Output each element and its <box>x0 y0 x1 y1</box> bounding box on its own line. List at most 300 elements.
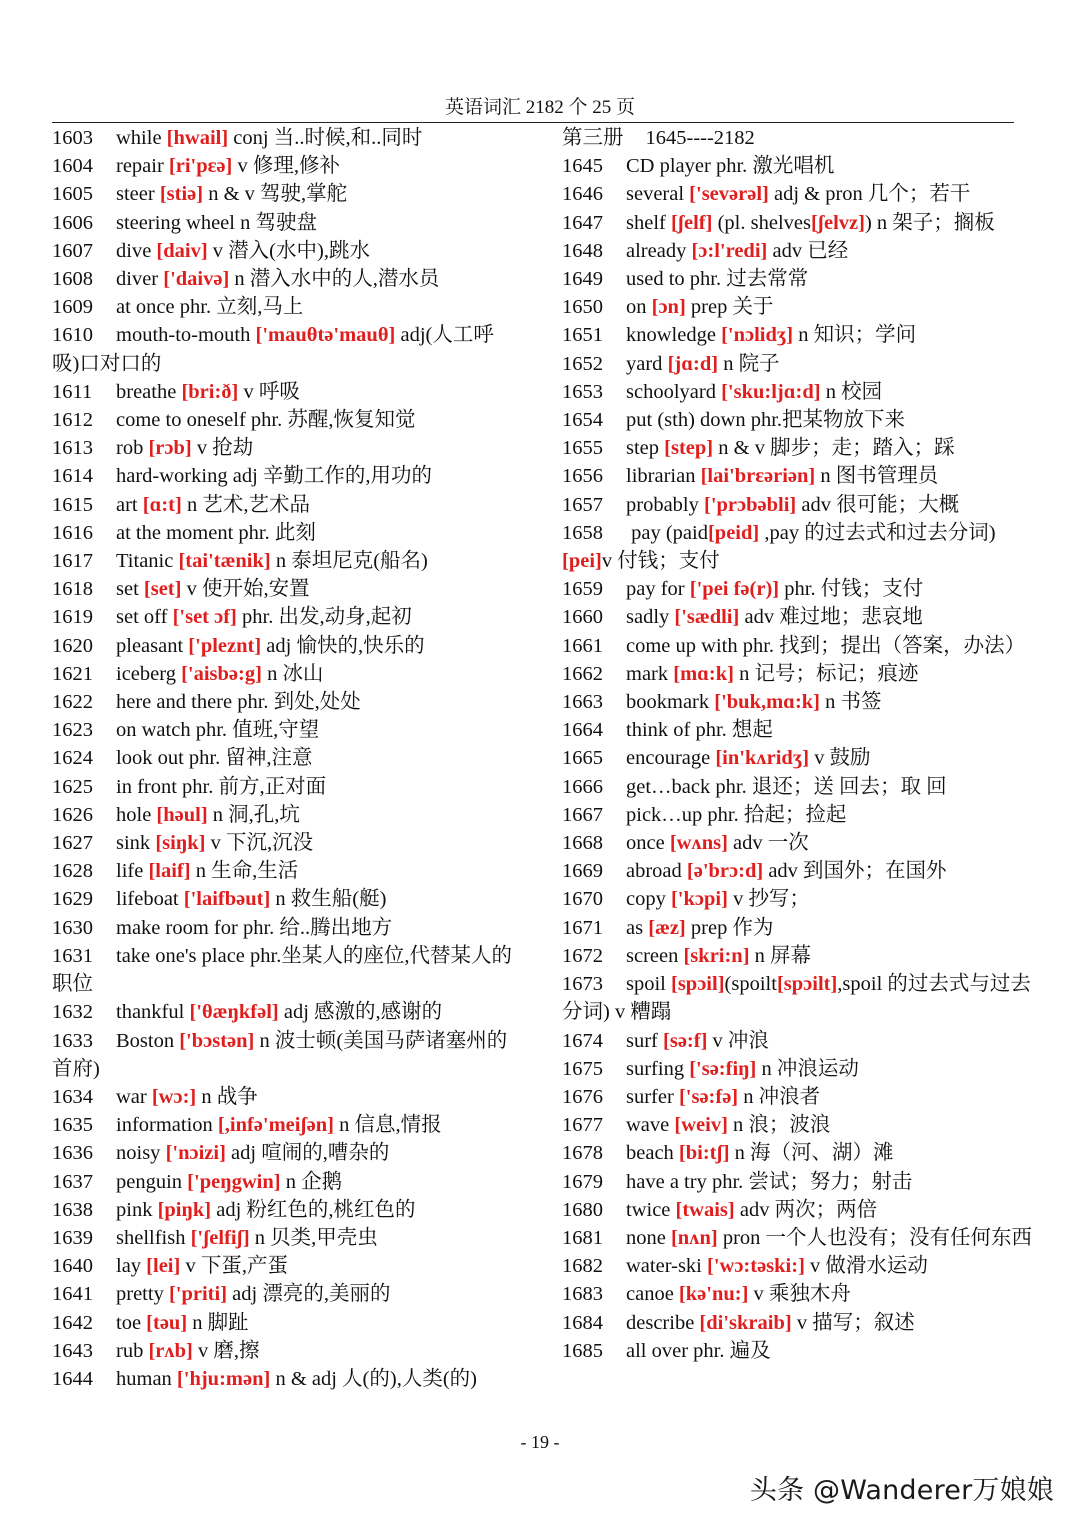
entry-definition: ,spoil 的过去式与过去分词) v 糟蹋 <box>562 973 1031 1024</box>
entry-definition: v 鼓励 <box>809 747 871 770</box>
entry-word: get…back <box>626 775 716 798</box>
entry-definition: v 使开始,安置 <box>181 578 310 601</box>
entry-phonetic: [wɔ:] <box>151 1085 197 1108</box>
entry-definition: phr. 此刻 <box>238 521 316 544</box>
entry-definition: (pl. shelves <box>712 211 811 234</box>
vocab-entry <box>562 434 1042 462</box>
entry-word: penguin <box>116 1170 188 1193</box>
entry-number: 1643 <box>52 1339 93 1362</box>
entry-definition: n 泰坦尼克(船名) <box>270 550 428 573</box>
entry-number: 1630 <box>52 916 93 939</box>
page-header: 英语词汇 2182 个 25 页 <box>444 97 635 118</box>
entry-number: 1620 <box>52 634 93 657</box>
entry-phonetic: ['wɔ:təski:] <box>707 1255 805 1278</box>
entry-definition: phr. 拾起；捡起 <box>707 803 847 826</box>
entry-definition: adv 两次；两倍 <box>734 1198 878 1221</box>
vocab-entry <box>52 378 520 406</box>
entry-phonetic: ['ʃelfiʃ] <box>190 1226 250 1249</box>
entry-phonetic: [ɔ:l'redi] <box>691 239 768 262</box>
entry-phonetic: [təu] <box>146 1311 188 1334</box>
entry-phonetic: [bri:ð] <box>181 380 239 403</box>
vocab-entry <box>52 321 520 377</box>
entry-word: set off <box>116 606 173 629</box>
entry-definition: n & v 脚步；走；踏入；踩 <box>713 437 955 460</box>
entry-phonetic: [pei] <box>562 550 602 573</box>
entry-phonetic: [kə'nu:] <box>678 1283 749 1306</box>
entry-word: set <box>116 578 144 601</box>
entry-number: 1621 <box>52 662 93 685</box>
entry-word: repair <box>116 155 169 178</box>
entry-word: pleasant <box>116 634 189 657</box>
vocab-entry <box>52 688 520 716</box>
entry-number: 1653 <box>562 380 603 403</box>
entry-definition: prep 作为 <box>685 916 774 939</box>
entry-number: 1626 <box>52 803 93 826</box>
entry-definition: phr. 想起 <box>695 719 773 742</box>
entry-definition: n 信息,情报 <box>334 1114 442 1137</box>
entry-number: 1622 <box>52 691 93 714</box>
entry-word: sink <box>116 832 156 855</box>
entry-word: come up with <box>626 634 743 657</box>
entry-phonetic: [ɔn] <box>651 296 686 319</box>
entry-word: yard <box>626 352 668 375</box>
entry-definition: phr. 退还；送 回去；取 回 <box>715 775 947 798</box>
entry-definition: n 洞,孔,坑 <box>207 803 300 826</box>
entry-phonetic: [ɑ:t] <box>142 493 182 516</box>
entry-number: 1676 <box>562 1085 603 1108</box>
entry-definition: adj & pron 几个；若干 <box>768 183 971 206</box>
entry-phonetic: ['mauθtə'mauθ] <box>255 324 396 347</box>
vocab-entry <box>52 857 520 885</box>
vocab-entry <box>52 1337 520 1365</box>
vocab-entry <box>52 1139 520 1167</box>
vocab-entry <box>52 1027 520 1083</box>
entry-number: 1664 <box>562 719 603 742</box>
entry-number: 1640 <box>52 1255 93 1278</box>
entry-word: none <box>626 1226 671 1249</box>
entry-number: 1663 <box>562 691 603 714</box>
entry-definition: v 抢劫 <box>191 437 254 460</box>
entry-definition: v 抄写； <box>727 888 810 911</box>
vocab-entry <box>52 462 520 490</box>
entry-word: screen <box>626 944 684 967</box>
entry-number: 1648 <box>562 239 603 262</box>
entry-number: 1644 <box>52 1367 93 1390</box>
entry-number: 1613 <box>52 437 93 460</box>
entry-definition: adj(人工呼吸)口对口的 <box>52 324 494 375</box>
entry-word: wave <box>626 1114 675 1137</box>
entry-word: pink <box>116 1198 158 1221</box>
entry-phonetic: ['θæŋkfəl] <box>189 1001 279 1024</box>
entry-word: beach <box>626 1142 679 1165</box>
entry-definition: v 潜入(水中),跳水 <box>207 239 370 262</box>
entry-definition: v 冲浪 <box>707 1029 769 1052</box>
entry-number: 1617 <box>52 550 93 573</box>
entry-word: used to <box>626 268 690 291</box>
entry-number: 1670 <box>562 888 603 911</box>
entry-word: take one's place phr.坐某人的座位,代替某人的职位 <box>52 944 512 996</box>
entry-word: as <box>626 916 649 939</box>
entry-number: 1642 <box>52 1311 93 1334</box>
vocab-entry <box>562 970 1042 1026</box>
entry-number: 1673 <box>562 973 603 996</box>
entry-number: 1667 <box>562 803 603 826</box>
entry-number: 1665 <box>562 747 603 770</box>
vocab-entry <box>52 519 520 547</box>
vocab-entry <box>562 321 1042 349</box>
entry-definition: phr. 前方,正对面 <box>182 775 327 798</box>
vocab-entry <box>562 942 1042 970</box>
entry-definition: v 修理,修补 <box>232 155 340 178</box>
entry-phonetic: [,infə'meiʃən] <box>217 1114 334 1137</box>
entry-word: rob <box>116 437 149 460</box>
entry-phonetic: [daiv] <box>156 239 208 262</box>
vocab-entry <box>562 914 1042 942</box>
vocab-entry <box>52 293 520 321</box>
page-number: - 19 - <box>520 1432 560 1452</box>
entry-definition: n & adj 人(的),人类(的) <box>270 1367 477 1390</box>
entry-word: several <box>626 183 690 206</box>
vocab-entry <box>562 209 1042 237</box>
entry-number: 1655 <box>562 437 603 460</box>
entry-number: 1612 <box>52 409 93 432</box>
entry-phonetic: ['nɔizi] <box>165 1142 226 1165</box>
vocab-entry <box>562 1027 1042 1055</box>
entry-word: come to oneself <box>116 409 251 432</box>
entry-number: 1637 <box>52 1170 93 1193</box>
vocab-entry <box>562 829 1042 857</box>
entry-phonetic: [set] <box>143 578 182 601</box>
entry-word: war <box>116 1085 152 1108</box>
entry-definition: v 下沉,沉没 <box>205 832 314 855</box>
entry-word: lifeboat <box>116 888 184 911</box>
entry-word: thankful <box>116 1001 190 1024</box>
entry-number: 1671 <box>562 916 603 939</box>
entry-number: 1615 <box>52 493 93 516</box>
vocab-entry <box>562 688 1042 716</box>
entry-word: surfer <box>626 1085 679 1108</box>
vocab-entry <box>562 1055 1042 1083</box>
entry-word: already <box>626 239 692 262</box>
entry-word: human <box>116 1367 177 1390</box>
vocab-entry <box>562 152 1042 180</box>
vocab-entry <box>52 716 520 744</box>
vocab-entry <box>52 1168 520 1196</box>
entry-number: 1674 <box>562 1029 603 1052</box>
entry-phonetic: [twais] <box>675 1198 735 1221</box>
entry-word: abroad <box>626 860 687 883</box>
entry-number: 1610 <box>52 324 93 347</box>
entry-phonetic: [ʃelvz] <box>810 211 865 234</box>
entry-number: 1641 <box>52 1283 93 1306</box>
entry-number: 1629 <box>52 888 93 911</box>
entry-definition: adj 漂亮的,美丽的 <box>227 1283 391 1306</box>
vocab-entry <box>562 1168 1042 1196</box>
entry-phonetic: ['peŋgwin] <box>187 1170 281 1193</box>
entry-number: 1627 <box>52 832 93 855</box>
entry-phonetic: [in'kʌridʒ] <box>715 747 810 770</box>
entry-definition: v 磨,擦 <box>192 1339 260 1362</box>
entry-number: 1658 <box>562 521 603 544</box>
entry-definition: n 潜入水中的人,潜水员 <box>229 268 440 291</box>
vocab-entry <box>52 1252 520 1280</box>
entry-definition: n 图书管理员 <box>815 465 939 488</box>
entry-definition: ) n 架子；搁板 <box>864 211 995 234</box>
entry-number: 1609 <box>52 296 93 319</box>
entry-number: 1616 <box>52 521 93 544</box>
entry-word: surfing <box>626 1057 690 1080</box>
entry-definition: adj 愉快的,快乐的 <box>261 634 425 657</box>
entry-definition: prep 关于 <box>685 296 774 319</box>
entry-phonetic: ['pleznt] <box>188 634 262 657</box>
vocab-entry <box>562 603 1042 631</box>
entry-word: shelf <box>626 211 671 234</box>
entry-number: 1668 <box>562 832 603 855</box>
entry-definition: v 乘独木舟 <box>748 1283 851 1306</box>
entry-phonetic: ['kɔpi] <box>670 888 728 911</box>
entry-word: Boston <box>116 1029 180 1052</box>
entry-phonetic: ['sevərəl] <box>689 183 769 206</box>
entry-definition: n 驾驶盘 <box>240 211 317 234</box>
entry-word: steering wheel <box>116 211 241 234</box>
entry-definition: v 付钱；支付 <box>601 550 720 573</box>
entry-definition: phr. 留神,注意 <box>188 747 313 770</box>
entry-phonetic: [wʌns] <box>669 832 728 855</box>
vocab-entry <box>52 1224 520 1252</box>
entry-word: spoil <box>626 973 671 996</box>
vocab-entry <box>562 180 1042 208</box>
entry-phonetic: [ʃelf] <box>670 211 713 234</box>
entry-definition: adj 粉红色的,桃红色的 <box>211 1198 416 1221</box>
vocab-entry <box>52 180 520 208</box>
entry-phonetic: [step] <box>664 437 714 460</box>
entry-phonetic: [skri:n] <box>683 944 750 967</box>
entry-phonetic: ['laifbəut] <box>183 888 271 911</box>
entry-number: 1614 <box>52 465 93 488</box>
vocab-entry <box>562 462 1042 490</box>
header-rule <box>52 122 1014 123</box>
entry-phonetic: [lai'brɛəriən] <box>700 465 816 488</box>
entry-number: 1607 <box>52 239 93 262</box>
vocab-entry <box>562 519 1042 575</box>
entry-word: in front <box>116 775 183 798</box>
vocab-entry <box>562 885 1042 913</box>
entry-number: 1651 <box>562 324 603 347</box>
vocab-entry <box>52 773 520 801</box>
entry-word: dive <box>116 239 157 262</box>
volume-range: 1645----2182 <box>645 127 755 149</box>
entry-definition: adv 到国外；在国外 <box>763 860 947 883</box>
entry-word: sadly <box>626 606 675 629</box>
entry-word: toe <box>116 1311 147 1334</box>
entry-definition: conj 当..时候,和..同时 <box>228 127 423 149</box>
entry-number: 1669 <box>562 860 603 883</box>
entry-number: 1659 <box>562 578 603 601</box>
entry-definition: pron 一个人也没有；没有任何东西 <box>717 1226 1033 1249</box>
entry-definition: ,pay 的过去式和过去分词) <box>759 521 996 544</box>
entry-number: 1619 <box>52 606 93 629</box>
entry-definition: n 浪；波浪 <box>727 1114 831 1137</box>
entry-definition: n & v 驾驶,掌舵 <box>203 183 348 206</box>
vocab-entry <box>52 265 520 293</box>
entry-phonetic: [peid] <box>707 521 760 544</box>
entry-definition: phr. 苏醒,恢复知觉 <box>250 409 416 432</box>
entry-phonetic: ['nɔlidʒ] <box>721 324 794 347</box>
vocab-entry <box>52 575 520 603</box>
entry-word: on <box>626 296 652 319</box>
entry-number: 1636 <box>52 1142 93 1165</box>
vocab-entry <box>562 1224 1042 1252</box>
entry-number: 1672 <box>562 944 603 967</box>
entry-phonetic: ['sku:ljɑ:d] <box>721 380 821 403</box>
entry-definition: v 做滑水运动 <box>804 1255 928 1278</box>
entry-phonetic: ['set ɔf] <box>172 606 237 629</box>
entry-number: 1632 <box>52 1001 93 1024</box>
vocab-entry <box>52 998 520 1026</box>
entry-number: 1685 <box>562 1339 603 1362</box>
entry-definition: n 冲浪运动 <box>756 1057 859 1080</box>
volume-part: 第三册 <box>562 127 624 149</box>
entry-phonetic: [di'skraib] <box>699 1311 792 1334</box>
entry-number: 1606 <box>52 211 93 234</box>
entry-number: 1634 <box>52 1085 93 1108</box>
vocab-entry <box>52 801 520 829</box>
entry-phonetic: [spɔilt] <box>776 973 838 996</box>
vocab-entry <box>562 378 1042 406</box>
entry-phonetic: [tai'tænik] <box>178 550 271 573</box>
volume-heading <box>562 124 1042 152</box>
entry-word: describe <box>626 1311 700 1334</box>
vocab-entry <box>562 1111 1042 1139</box>
entry-number: 1680 <box>562 1198 603 1221</box>
entry-word: all over <box>626 1339 694 1362</box>
entry-definition: n 书签 <box>820 691 882 714</box>
vocab-entry <box>52 1280 520 1308</box>
right-column <box>562 124 1042 1365</box>
entry-definition: phr. 立刻,马上 <box>179 296 304 319</box>
entry-definition: adj 喧闹的,嘈杂的 <box>225 1142 390 1165</box>
entry-definition: v 描写；叙述 <box>791 1311 915 1334</box>
entry-word: on watch <box>116 719 196 742</box>
vocab-entry <box>52 660 520 688</box>
vocab-entry <box>52 829 520 857</box>
vocab-entry <box>562 1337 1042 1365</box>
entry-number: 1625 <box>52 775 93 798</box>
entry-phonetic: ['pei fə(r)] <box>689 578 780 601</box>
vocab-entry <box>562 1083 1042 1111</box>
entry-number: 1682 <box>562 1255 603 1278</box>
entry-word: diver <box>116 268 164 291</box>
entry-phonetic: ['prɔbəbli] <box>704 493 797 516</box>
entry-definition: n 屏幕 <box>749 944 812 967</box>
entry-word: iceberg <box>116 662 182 685</box>
entry-definition: v 呼吸 <box>238 380 300 403</box>
entry-phonetic: ['sædli] <box>674 606 740 629</box>
vocab-entry <box>562 857 1042 885</box>
vocab-entry <box>562 716 1042 744</box>
vocab-entry <box>52 406 520 434</box>
entry-number: 1652 <box>562 352 603 375</box>
entry-number: 1645 <box>562 155 603 178</box>
entry-definition: n 企鹅 <box>280 1170 343 1193</box>
vocab-entry <box>562 265 1042 293</box>
vocab-entry <box>562 632 1042 660</box>
entry-number: 1677 <box>562 1114 603 1137</box>
entry-number: 1675 <box>562 1057 603 1080</box>
entry-word: think of <box>626 719 696 742</box>
entry-definition: adv 很可能；大概 <box>796 493 960 516</box>
entry-number: 1647 <box>562 211 603 234</box>
left-column <box>52 124 520 1393</box>
entry-word: copy <box>626 888 671 911</box>
entry-definition: n 冰山 <box>261 662 324 685</box>
entry-word: noisy <box>116 1142 166 1165</box>
entry-number: 1654 <box>562 409 603 432</box>
entry-definition: adj 感激的,感谢的 <box>278 1001 443 1024</box>
entry-phonetic: [hwail] <box>166 127 229 149</box>
entry-definition: n 知识；学问 <box>793 324 917 347</box>
vocab-entry <box>52 744 520 772</box>
entry-number: 1639 <box>52 1226 93 1249</box>
entry-definition: n 艺术,艺术品 <box>181 493 310 516</box>
entry-phonetic: ['buk,mɑ:k] <box>714 691 821 714</box>
entry-definition: n 战争 <box>196 1085 258 1108</box>
vocab-entry <box>52 885 520 913</box>
entry-definition: v 下蛋,产蛋 <box>180 1255 288 1278</box>
entry-number: 1604 <box>52 155 93 178</box>
entry-word: at once <box>116 296 180 319</box>
entry-definition: n 生命,生活 <box>190 860 299 883</box>
entry-word: pay for <box>626 578 690 601</box>
vocab-entry <box>52 632 520 660</box>
vocab-entry <box>52 237 520 265</box>
entry-phonetic: ['bɔstən] <box>179 1029 255 1052</box>
vocab-entry <box>52 1083 520 1111</box>
entry-number: 1683 <box>562 1283 603 1306</box>
entry-word: steer <box>116 183 160 206</box>
entry-phonetic: ['daivə] <box>163 268 230 291</box>
entry-word: look out <box>116 747 189 770</box>
entry-definition: phr. 尝试；努力；射击 <box>711 1170 913 1193</box>
vocab-entry <box>52 124 520 152</box>
entry-definition: n 冲浪者 <box>738 1085 821 1108</box>
entry-definition: n 救生船(艇) <box>270 888 387 911</box>
entry-number: 1666 <box>562 775 603 798</box>
entry-phonetic: [ə'brɔ:d] <box>686 860 764 883</box>
entry-definition: phr. 遍及 <box>693 1339 771 1362</box>
vocab-entry <box>52 1196 520 1224</box>
entry-definition: phr. 找到；提出（答案，办法） <box>742 634 1026 657</box>
vocab-entry <box>562 237 1042 265</box>
entry-word: have a try <box>626 1170 712 1193</box>
entry-number: 1635 <box>52 1114 93 1137</box>
entry-number: 1649 <box>562 268 603 291</box>
entry-word: probably <box>626 493 704 516</box>
entry-phonetic: [weiv] <box>674 1114 728 1137</box>
entry-number: 1611 <box>52 380 93 403</box>
vocab-entry <box>52 547 520 575</box>
entry-number: 1646 <box>562 183 603 206</box>
entry-definition: n 海（河、湖）滩 <box>729 1142 894 1165</box>
entry-phonetic: ['aisbə:g] <box>181 662 262 685</box>
entry-definition: phr. 到处,处处 <box>237 691 361 714</box>
entry-word: rub <box>116 1339 149 1362</box>
entry-number: 1608 <box>52 268 93 291</box>
entry-number: 1628 <box>52 860 93 883</box>
entry-word: pick…up <box>626 803 708 826</box>
entry-word: hard-working <box>116 465 233 488</box>
entry-number: 1631 <box>52 944 93 967</box>
